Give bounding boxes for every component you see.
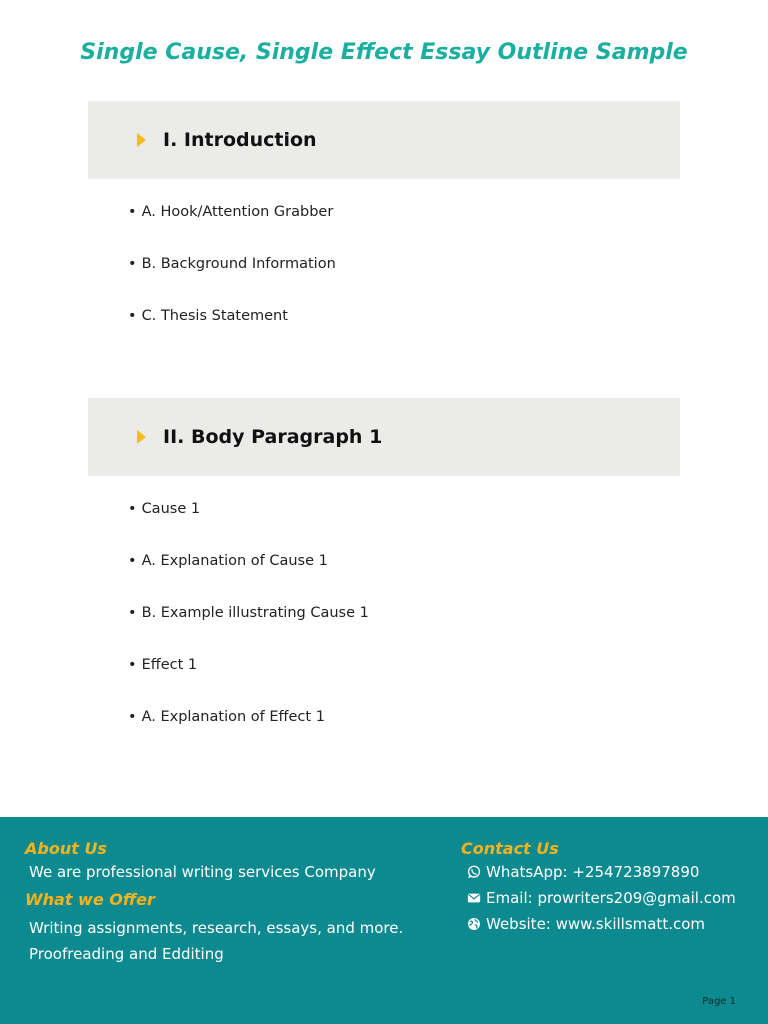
- about-text: We are professional writing services Company: [29, 863, 376, 881]
- list-item: • Effect 1: [128, 655, 369, 707]
- globe-icon: [467, 917, 481, 931]
- list-item: • A. Explanation of Cause 1: [128, 551, 369, 603]
- contact-whatsapp[interactable]: [467, 859, 761, 885]
- contact-heading: Contact Us: [461, 839, 559, 858]
- caret-right-icon: [137, 133, 146, 147]
- list-item: • Cause 1: [128, 499, 369, 551]
- list-item: • C. Thesis Statement: [128, 306, 336, 358]
- offer-heading: What we Offer: [25, 890, 155, 909]
- whatsapp-icon: [467, 865, 481, 879]
- contact-text: Email: prowriters209@gmail.com: [486, 889, 736, 907]
- page-number: Page 1: [702, 996, 736, 1007]
- footer-left-column: [25, 839, 425, 967]
- footer-right-column: [461, 839, 761, 937]
- introduction-list: [128, 202, 336, 358]
- email-icon: [467, 891, 481, 905]
- contact-website[interactable]: [467, 911, 761, 937]
- contact-text: WhatsApp: +254723897890: [486, 863, 700, 881]
- about-heading: About Us: [25, 839, 107, 858]
- contact-email[interactable]: [467, 885, 761, 911]
- list-item: • B. Background Information: [128, 254, 336, 306]
- list-item: • B. Example illustrating Cause 1: [128, 603, 369, 655]
- footer: [0, 817, 768, 1024]
- offer-line: Proofreading and Edditing: [29, 945, 224, 963]
- section-header-body-paragraph-1: [88, 398, 680, 476]
- section-title: I. Introduction: [163, 129, 317, 151]
- list-item: • A. Explanation of Effect 1: [128, 707, 369, 759]
- caret-right-icon: [137, 430, 146, 444]
- section-title: II. Body Paragraph 1: [163, 426, 383, 448]
- document-title: Single Cause, Single Effect Essay Outline Sample: [80, 40, 688, 65]
- contact-text: Website: www.skillsmatt.com: [486, 915, 706, 933]
- list-item: • A. Hook/Attention Grabber: [128, 202, 336, 254]
- section-header-introduction: [88, 101, 680, 179]
- body-paragraph-list: [128, 499, 369, 759]
- offer-line: Writing assignments, research, essays, and more.: [29, 919, 404, 937]
